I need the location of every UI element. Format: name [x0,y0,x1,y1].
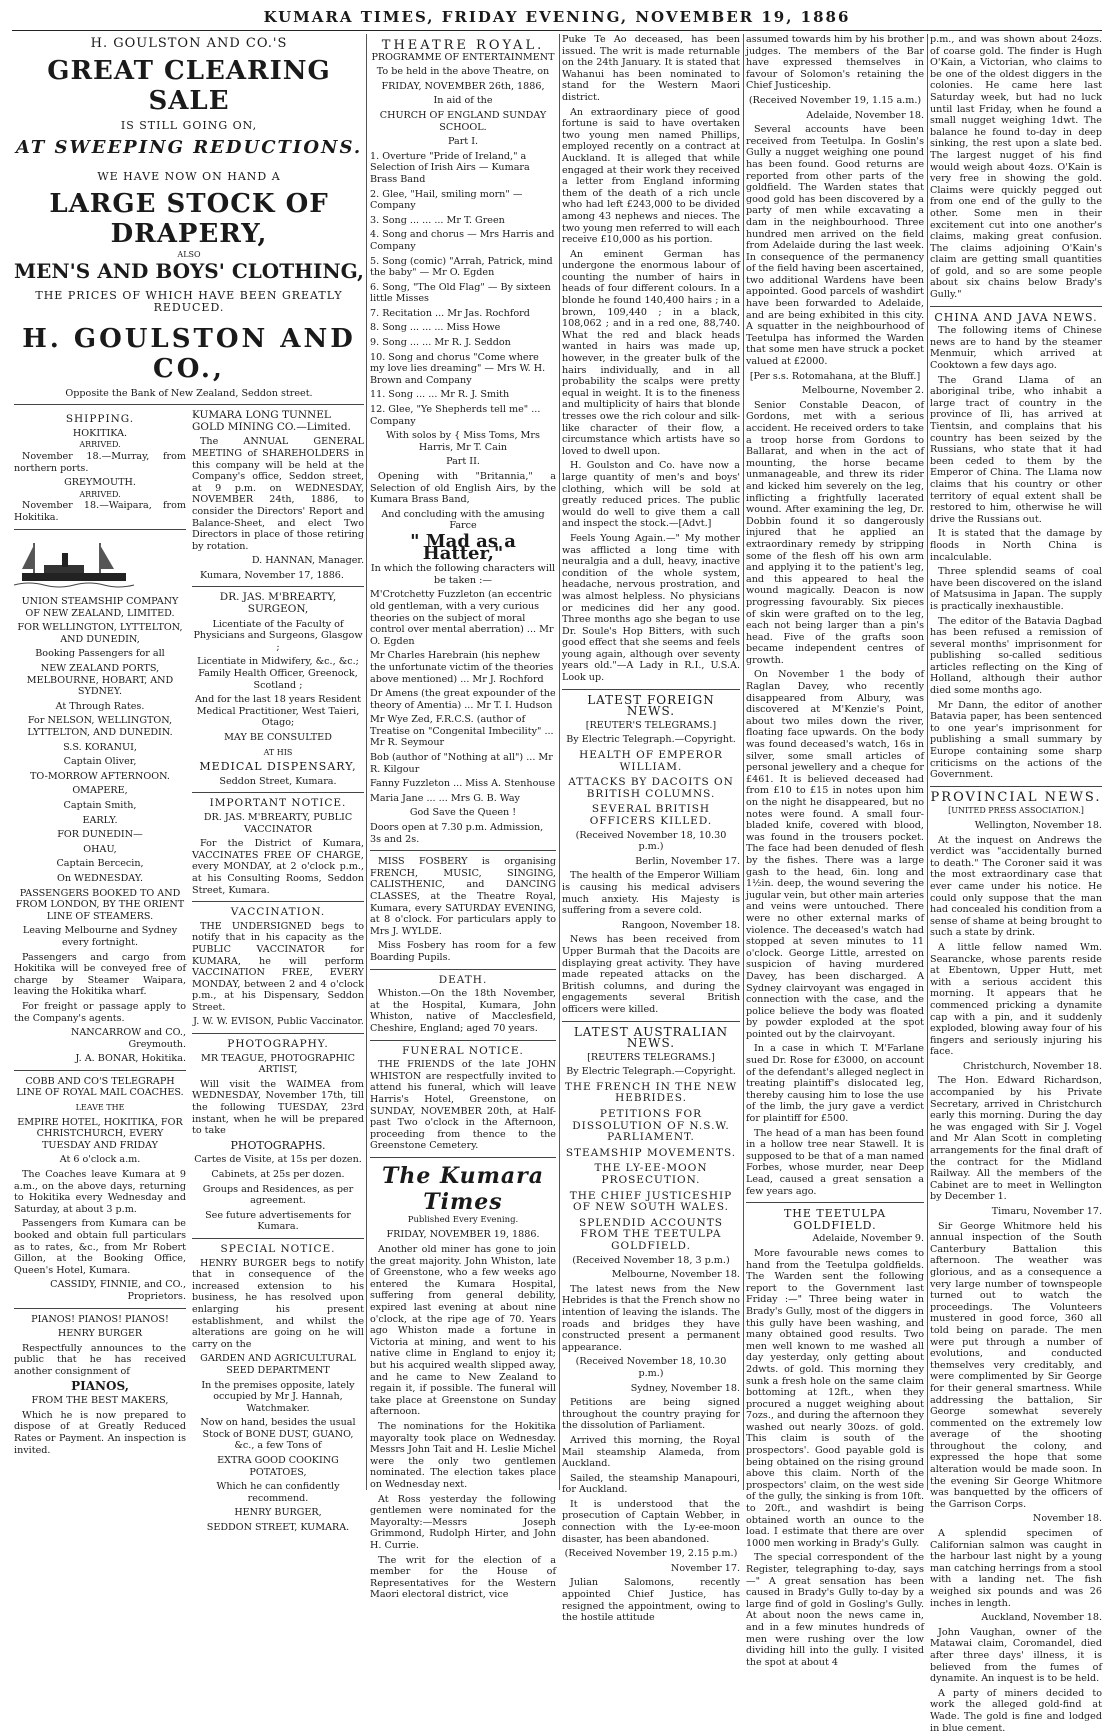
ad-line: PIANOS, [71,1378,129,1393]
ad-line: Now on hand, besides the usual Stock of BONE DUST, GUANO, &c., a few Tons of [200,1417,356,1452]
ad-line: At 6 o'clock a.m. [59,1154,141,1166]
ad-line: In the premises opposite, lately occupied by Mr J. Hannah, Watchmaker. [201,1379,355,1414]
australian-news-heading: LATEST AUSTRALIAN NEWS. [573,1024,729,1051]
article-paragraph: An eminent German has undergone the enormous labour of counting the number of hairs in heads of four different colours. In a blonde he found 140,400 hairs ; in a brown, 109,440 ; in a black, 108,062 ; and in a red one, 88,740. What the red and black heads wanted in hairs was made up, however, in the greater bulk of the hairs individually, and in all probability the scalps were pretty equal in weight. It is to the fineness and multiplicity of hairs that blonde tresses owe the rich colour and silk-like character of their flow, a circumstance which artists have so loved to dwell upon. [562,248,740,457]
surgeon-heading: DR. JAS. M'BREARTY, SURGEON, [219,591,337,616]
ad-line: And for the last 18 years Resident Medical Practitioner, West Taieri, Otago; [194,694,362,729]
ad-line: FROM THE BEST MAKERS, [31,1395,169,1407]
ship-name: S.S. KORANUI, [63,741,137,753]
article-paragraph: News has been received from Upper Burmah that the Dacoits are displaying great activity. They have made repeated attacks on the British columns, and during the engagements several British officers were killed. [562,934,740,1015]
left-subcolumn [14,410,186,1536]
programme-item: 6. Song, "The Old Flag" — By sixteen little Misses [370,281,551,305]
ad-line: Seddon Street, Kumara. [219,775,337,787]
column-rule [366,34,367,1490]
sweeping-reductions: AT SWEEPING REDUCTIONS. [15,137,363,159]
foreign-news-heading: LATEST FOREIGN NEWS. [587,692,715,719]
ad-line: FOR DUNEDIN— [57,829,143,841]
character-item: Maria Jane ... ... Mrs G. B. Way [370,792,520,804]
ad-line: HENRY BURGER begs to notify that in consequence of the increased extension to his business, he has resolved upon enlarging his present establishment, and whilst the alterations are going on he will carry on the [192,1257,364,1350]
ad-line: THE UNDERSIGNED begs to notify that in his capacity as the PUBLIC VACCINATOR for KUMARA, he will perform VACCINATION FREE, EVERY MONDAY, between 2 and 4 o'clock p.m., at his Dispensary, Seddon Street. [192,920,364,1013]
masthead-rule [12,30,1102,31]
ad-line: EMPIRE HOTEL, HOKITIKA, FOR CHRISTCHURCH, EVERY TUESDAY AND FRIDAY [17,1116,183,1151]
character-item: Bob (author of "Nothing at all") ... Mr R. Kilgour [370,752,553,775]
article-paragraph: The head of a man has been found in a hollow tree near Stawell. It is supposed to be that of a man named Forbes, whose murder, near Deep Lead, caused a great sensation a few years ago. [746,1127,924,1197]
programme-item: 12. Glee, "Ye Shepherds tell me" ... Company [370,404,541,427]
received-line: (Received November 19, 2.15 p.m.) [564,1548,738,1560]
death-notice: Whiston.—On the 18th November, at the Hospital, Kumara, John Whiston, native of Macclesfield, Cheshire, England; aged 70 years. [370,988,556,1034]
programme-item: 4. Song and chorus — Mrs Harris and Company [370,229,555,252]
ad-line: Captain Oliver, [63,756,137,768]
ad-line: TO-MORROW AFTERNOON. [30,770,170,782]
dateline: Christchurch, November 18. [963,1060,1102,1072]
drapery-heading: LARGE STOCK OF DRAPERY, [49,188,329,249]
ad-line: AT HIS [263,747,293,757]
ad-line: FRIDAY, NOVEMBER 26th, 1886, [381,80,545,92]
arrived-label: ARRIVED. [79,440,121,450]
article-paragraph: The Grand Llama of an aboriginal tribe, who inhabit a large tract of country in the province of Ili, has arrived at Tientsin, and complains that his country has been seized by the Russians, who state that it had been ceded to them by the Emperor of China. The Llama now claims that his country or other territory of equal extent shall be restored to him, otherwise he will drive the Russians out. [930,374,1102,525]
subheading: SEVERAL BRITISH OFFICERS KILLED. [589,803,713,827]
ad-line: EXTRA GOOD COOKING POTATOES, [217,1455,339,1478]
theatre-royal-heading: THEATRE ROYAL. [381,38,545,53]
ad-line: To be held in the above Theatre, on [376,66,550,78]
column-5 [930,34,1102,1734]
character-item: M'Crotchetty Fuzzleton (an eccentric old gentleman, with a very curious theories on the subject of moral control over mental aberration) ... Mr O. Egden [370,589,554,647]
ad-line: IS STILL GOING ON, [120,118,258,132]
article-paragraph: Puke Te Ao deceased, has been issued. The writ is made returnable on the 24th January. It is stated that Wahanui has been nominated to stand for the Western Maori district. [562,34,740,103]
ad-line: Licentiate in Midwifery, &c., &c.; Family Health Officer, Greenock, Scotland ; [197,656,359,691]
ad-line: Licentiate of the Faculty of Physicians and Surgeons, Glasgow ; [193,618,363,653]
article-paragraph: The editor of the Batavia Dagbad has been refused a remission of several months' imprisonment for publishing so-called seditious articles reflecting on the King of Holland, although their author died some months ago. [930,615,1102,697]
china-java-heading: CHINA AND JAVA NEWS. [934,310,1098,324]
dateline: November 17. [670,1562,740,1574]
goulston-title: H. GOULSTON AND CO.'S [90,36,288,51]
ad-line: EARLY. [82,814,118,826]
ad-line: HENRY BURGER, [234,1507,322,1519]
subheading: SPLENDID ACCOUNTS FROM THE TEETULPA GOLDFIELD. [579,1216,723,1252]
ad-line: Which he is now prepared to dispose of at Greatly Reduced Rates or Payment. An inspection is invited. [14,1409,186,1456]
ad-line: See future advertisements for Kumara. [205,1209,351,1233]
column-3 [562,34,740,1624]
article-paragraph: The special correspondent of the Register, telegraphing to-day, says—" A great sensation has been caused in Brady's Gully to-day by a large find of gold in Gosling's Gully. At about noon the news came in, and in a few minutes hundreds of men were rushing over the low dividing hill into the gully. I visited the spot at about 4 [746,1552,924,1668]
part-label: Part I. [447,136,479,148]
ad-line: THE PRICES OF WHICH HAVE BEEN GREATLY REDUCED. [35,289,343,314]
divider [14,404,364,405]
dateline: Adelaide, November 9. [812,1233,924,1245]
dateline: November 18. [1032,1513,1102,1525]
article-paragraph: Another old miner has gone to join the great majority. John Whiston, late of Greenstone, who a few weeks ago entered the Kumara Hospital, suffering from general debility, expired last evening at about nine o'clock, at the ripe age of 70. Years ago Whiston made a fortune in Victoria at mining, and went to his native clime in England to enjoy it; but his acquired wealth slipped away, and he came to New Zealand to regain it, if possible. The funeral will take place at Greenstone on Sunday afternoon. [370,1244,556,1418]
ad-line: FOR WELLINGTON, LYTTELTON, AND DUNEDIN, [17,622,183,645]
funeral-notice: THE FRIENDS of the late JOHN WHISTON are respectfully invited to attend his funeral, which will leave Harris's Hotel, Greenstone, on SUNDAY, NOVEMBER 20th, at Half-past Two o'clock in the Afternoon, proceeding from thence to the Greenstone Cemetery. [370,1059,556,1152]
received-line: (Received November 18, 10.30 p.m.) [575,829,727,853]
ad-line: DR. JAS. M'BREARTY, PUBLIC VACCINATOR [203,811,353,835]
copyright-label: By Electric Telegraph.—Copyright. [566,734,736,746]
ad-line: For NELSON, WELLINGTON, LYTTELTON, AND DUNEDIN. [27,715,173,739]
funeral-heading: FUNERAL NOTICE. [402,1044,524,1057]
fosbery-advert: MISS FOSBERY is organising FRENCH, MUSIC, SINGING, CALISTHENIC, and DANCING CLASSES, at the Theatre Royal, Kumara, every SATURDAY EVENING, at 8 o'clock. For particulars apply to Mrs J. WYLDE. [370,856,556,937]
programme-item: 7. Recitation ... Mr Jas. Rochford [370,307,530,319]
ship-name: OHAU, [83,843,117,855]
ad-line: Groups and Residences, as per agreement. [202,1183,354,1207]
ad-line: In aid of the [433,95,493,107]
shipping-entry: November 18.—Waipara, from Hokitika. [14,500,186,523]
subheading: THE CHIEF JUSTICESHIP OF NEW SOUTH WALES. [569,1189,733,1214]
column-2 [370,34,556,1601]
programme-item: 8. Song ... ... ... Miss Howe [370,322,501,334]
programme-list [370,151,556,427]
article-paragraph: It is understood that the prosecution of Captain Webber, in connection with the Ly-ee-moon disaster, has been abandoned. [562,1498,740,1545]
ad-line: PASSENGERS BOOKED TO AND FROM LONDON, BY THE ORIENT LINE OF STEAMERS. [15,887,185,922]
ad-line: Which he can confidently recommend. [216,1481,340,1504]
kumara-tunnel-heading: KUMARA LONG TUNNEL GOLD MINING CO.—Limited. [192,409,351,433]
clearing-sale-heading: GREAT CLEARING SALE [47,55,331,116]
ad-line: Respectfully announces to the public that he has received another consignment of [14,1342,186,1377]
article-paragraph: The following items of Chinese news are to hand by the steamer Menmuir, which arrived at Cooktown a few days ago. [930,325,1102,372]
article-paragraph: The health of the Emperor William is causing his medical advisers much anxiety. His Majesty is suffering from a severe cold. [562,870,740,917]
ad-line: Passengers and cargo from Hokitika will be conveyed free of charge by Steamer Waipara, leaving the Hokitika wharf. [14,951,186,998]
programme-item: 11. Song ... ... Mr R. J. Smith [370,389,510,401]
cobb-heading: COBB AND CO'S TELEGRAPH LINE OF ROYAL MAIL COACHES. [16,1075,184,1099]
shipping-heading: SHIPPING. [65,413,135,426]
arrived-label: ARRIVED. [79,489,121,499]
article-paragraph: Several accounts have been received from Teetulpa. In Goslin's Gully a nugget weighing one pound has been found. Good returns are reported from other parts of the goldfield. The Warden states that good gold has been discovered by a party of men while excavating a dam in the neighbourhood. Three hundred men arrived on the field from Adelaide during the last week. In consequence of the permanency of the field having been ascertained, two additional Wardens have been appointed. Good parcels of washdirt have been forwarded to Adelaide, and are being exhibited in this city. A squatter in the neighbourhood of Teetulpa has informed the Warden that some men have struck a pocket valued at £2000. [746,124,924,368]
ad-line: GARDEN AND AGRICULTURAL SEED DEPARTMENT [200,1353,356,1376]
ship-name: OMAPERE, [72,785,128,797]
press-association-label: [UNITED PRESS ASSOCIATION.] [948,806,1084,816]
character-item: Dr Amens (the great expounder of the theory of Amentia) ... Mr T. I. Hudson [370,688,556,711]
photography-heading: PHOTOGRAPHY. [227,1038,329,1051]
article-paragraph: The writ for the election of a member for the House of Representatives for the Western Maori electoral district, vice [370,1554,556,1601]
character-item: Mr Wye Zed, F.R.C.S. (author of Treatise on "Congenital Imbecility" ... Mr R. Seymour [370,714,554,749]
provincial-news-heading: PROVINCIAL NEWS. [930,789,1102,805]
received-line: (Received November 19, 1.15 a.m.) [748,94,922,106]
article-paragraph: On November 1 the body of Raglan Davey, who recently disappeared from Albury, was discovered at M'Kenzie's Point, about two miles down the river, floating face upwards. On the body was found deceased's watch, 16s in silver, some small articles of personal jewellery and a cheque for £461. It is believed deceased had from £10 to £15 in notes upon him on the night he disappeared, but no notes were found. A small four-bladed knife, covered with blood, was found in the trousers pocket. The face had been denuded of flesh by the fishes. There was a large gash to the head, 6in. long and 1½in. deep, the wound severing the jugular vein, but other main arteries and veins were untouched. There were no other external marks of violence. The deceased's watch had stopped at seven minutes to 11 o'clock. George Little, arrested on suspicion of having murdered Davey, has been discharged. A Sydney clairvoyant was engaged in connection with the case, and the police believe the body was floated by powder exploded at the spot pointed out by the clairvoyant. [746,669,924,1040]
column-rule [743,34,744,1490]
vaccination-heading: VACCINATION. [230,906,326,919]
ad-line: Captain Bercecin, [56,858,144,870]
article-paragraph: It is stated that the damage by floods in North China is incalculable. [930,528,1102,563]
ad-line: God Save the Queen ! [409,807,517,819]
ad-line: At Through Rates. [55,700,145,712]
article-paragraph: Julian Salomons, recently appointed Chief Justice, has resigned the appointment, owing to the hostile attitude [562,1577,740,1624]
shipping-entry: November 18.—Murray, from northern ports. [14,450,186,474]
ad-address: Opposite the Bank of New Zealand, Seddon street. [65,387,313,399]
ad-line: NEW ZEALAND PORTS, MELBOURNE, HOBART, AND SYDNEY. [26,663,174,698]
ad-line: Cartes de Visite, at 15s per dozen. [194,1154,362,1166]
ad-line: Booking Passengers for all [35,648,165,660]
ad-line: HENRY BURGER [57,1328,143,1340]
article-paragraph: H. Goulston and Co. have now a large quantity of men's and boys' clothing, which will be sold at greatly reduced prices. The public would do well to give them a call and inspect the stock.—[Advt.] [562,460,740,530]
programme-item: 5. Song (comic) "Arrah, Patrick, mind the baby" — Mr O. Egden [370,255,553,279]
ad-line: In which the following characters will be taken :— [370,563,556,586]
article-paragraph: Sir George Whitmore held his annual inspection of the South Canterbury Battalion this afternoon. The weather was glorious, and as a consequence a very large number of townspeople turned out to watch the proceedings. The Volunteers mustered in good force, 360 all told being on parade. The men were put through a number of evolutions, and conducted themselves very creditably, and were complimented by Sir George for their general smartness. While addressing the battalion, Sir George somewhat severely commented on the extremely low average of the shooting throughout the colony, and expressed the hope that some alteration would be made soon. In the evening Sir George Whitmore was banquetted by the officers of the Garrison Corps. [930,1220,1102,1510]
programme-item: 9. Song ... ... Mr R. J. Seddon [370,337,511,349]
death-heading: DEATH. [438,973,488,986]
dateline: Melbourne, November 2. [801,385,924,397]
special-notice-heading: SPECIAL NOTICE. [220,1242,336,1255]
agent-name: J. A. BONAR, Hokitika. [75,1053,186,1065]
article-paragraph: p.m., and was shown about 24ozs. of coarse gold. The finder is Hugh O'Kain, a Victorian, who claims to be one of the oldest diggers in the colonies. He came here last Saturday week, but had no luck until last Friday, when he found a small nugget weighing 1dwt. The balance he found to-day in deep sinking, the rest upon a slate bed. The largest nugget of his find would weigh about 4ozs. O'Kain is very free in showing the gold. Claims were quickly pegged out from one end of the gully to the other. Some men in their excitement cut into one another's claims, making great confusion. The claims adjoining O'Kain's claim are getting small quantities of gold, and so are some people about six chains below Brady's Gully." [930,34,1102,301]
masthead: KUMARA TIMES, FRIDAY EVENING, NOVEMBER 19, 1886 [263,8,851,26]
subheading: ATTACKS BY DACOITS ON BRITISH COLUMNS. [568,776,734,800]
article-paragraph: The latest news from the New Hebrides is that the French show no intention of leaving the islands. The roads and bridges they have constructed present a permanent appearance. [562,1283,740,1353]
ad-line: MAY BE CONSULTED [224,732,332,743]
received-line: (Received November 18, 10.30 p.m.) [575,1356,727,1379]
ad-line: Leaving Melbourne and Sydney every fortnight. [22,925,178,948]
article-paragraph: At the inquest on Andrews the verdict was "accidentally burned to death." The Coroner said it was the most extraordinary case that ever came under his notice. He could only suppose that the man had concealed his condition from a sense of shame at being brought to such a state by drink. [930,834,1102,939]
ad-line: Passengers from Kumara can be booked and obtain full particulars as to rates, &c., from Mr Robert Gillon, at the Booking Office, Queen's Hotel, Kumara. [14,1218,186,1276]
programme-item: 10. Song and chorus "Come where my love lies dreaming" — Mrs W. H. Brown and Company [370,351,546,386]
proprietors: CASSIDY, FINNIE, and CO., Proprietors. [50,1279,186,1302]
ad-line: Doors open at 7.30 p.m. Admission, 3s and 2s. [370,822,544,845]
ad-line: Opening with "Britannia," a Selection of old English Airs, by the Kumara Brass Band, [370,471,556,506]
column-1 [14,34,364,1534]
article-paragraph: A party of miners decided to work the alleged gold-find at Wade. The gold is fine and lodged in blue cement. [930,1687,1102,1734]
port-name: HOKITIKA. [72,427,128,439]
subheading: STEAMSHIP MOVEMENTS. [565,1146,737,1159]
goulston-name: H. GOULSTON AND CO., [22,323,356,384]
article-paragraph: In a case in which T. M'Farlane sued Dr. Rose for £3000, on account of the defendant's alleged neglect in treating plaintiff's dislocated leg, thereby causing him to lose the use of the limb, the jury gave a verdict for plaintiff for £500. [746,1043,924,1125]
article-paragraph: The nominations for the Hokitika mayoralty took place on Wednesday. Messrs John Tait and H. Leslie Michel were the only two gentlemen nominated. The election takes place on Wednesday next. [370,1420,556,1490]
article-paragraph: Sailed, the steamship Manapouri, for Auckland. [562,1472,740,1496]
article-paragraph: Mr Dann, the editor of another Batavia paper, has been sentenced to one year's imprisonment for publishing a small summary by Europe containing some sharp criticisms on the actions of the Government. [930,699,1102,781]
received-line: (Received November 18, 3 p.m.) [572,1254,730,1266]
ad-line: For the District of Kumara, VACCINATES FREE OF CHARGE, every MONDAY, at 2 o'clock p.m., at his Consulting Rooms, Seddon Street, Kumara. [192,838,364,896]
dateline: Berlin, November 17. [635,855,740,867]
ad-line: Will visit the WAIMEA from WEDNESDAY, November 17th, till the following TUESDAY, 23rd instant, when he will be prepared to take [192,1078,364,1137]
article-paragraph: Petitions are being signed throughout the country praying for the dissolution of Parliament. [562,1397,740,1432]
article-paragraph: Feels Young Again.—" My mother was afflicted a long time with neuralgia and a dull, heavy, inactive condition of the whole system, headache, nervous prostration, and was almost helpless. No physicians or medicines did her any good. Three months ago she began to use Dr. Soule's Hop Bitters, with such good effect that she seems and feels young again, although over seventy years old."—A Lady in R.I., U.S.A. Look up. [562,532,740,684]
character-list [370,589,556,804]
ad-line: Kumara, November 17, 1886. [200,569,344,581]
received-line: [Per s.s. Rotomahana, at the Bluff.] [749,370,921,382]
ad-line: For freight or passage apply to the Company's agents. [14,1000,186,1024]
programme-item: 3. Song ... ... ... Mr T. Green [370,214,505,226]
article-paragraph: At Ross yesterday the following gentlemen were nominated for the Mayoralty:—Messrs Joseph Grimmond, Rudolph Hirter, and John H. Currie. [370,1493,556,1551]
steamship-icon [14,539,134,589]
article-paragraph: assumed towards him by his brother judges. The members of the Bar have expressed themselves in favour of Solomon's retaining the Chief Justiceship. [746,34,924,92]
kumara-times-title: The Kumara Times [381,1162,545,1215]
dateline: Melbourne, November 18. [611,1269,740,1281]
article-paragraph: An extraordinary piece of good fortune is said to have overtaken two young men named Phillips, employed recently on a contract at Auckland. It is alleged that while engaged at their work they received a letter from England informing them of the death of a rich uncle who had left £243,000 to be divided among 43 nephews and nieces. The two young men referred to will each receive £10,000 as his portion. [562,106,740,246]
subheading: HEALTH OF EMPEROR WILLIAM. [579,749,723,773]
ad-line: J. W. W. EVISON, Public Vaccinator. [193,1016,364,1028]
dateline: Auckland, November 18. [981,1612,1102,1624]
ad-line: ALSO [177,249,201,259]
solos-line: With solos by { Miss Toms, Mrs Harris, Mr T. Cain [386,430,540,453]
subheading: THE LY-EE-MOON PROSECUTION. [594,1162,708,1187]
ad-line: On WEDNESDAY. [57,872,143,884]
dateline: Timaru, November 17. [991,1206,1102,1217]
programme-item: 2. Glee, "Hail, smiling morn" — Company [370,188,523,212]
ad-line: And concluding with the amusing Farce [381,508,545,532]
ad-line: PROGRAMME OF ENTERTAINMENT [371,51,555,63]
editorial-date: FRIDAY, NOVEMBER 19, 1886. [386,1229,540,1241]
farce-title: " Mad as a Hatter," [410,530,516,564]
ad-line: SEDDON STREET, KUMARA. [206,1522,350,1534]
ad-line: Cabinets, at 25s per dozen. [211,1169,345,1180]
teetulpa-heading: THE TEETULPA GOLDFIELD. [783,1207,887,1232]
agent-name: NANCARROW and CO., Greymouth. [70,1027,186,1050]
ad-line: The ANNUAL GENERAL MEETING of SHAREHOLDERS in this company will be held at the Company's office, Seddon street, at 9 p.m. on WEDNESDAY, NOVEMBER 24th, 1886, to consider the Directors' Report and Balance-Sheet, and elect Two Directors in place of those retiring by rotation. [192,436,364,552]
column-rule [559,34,560,1490]
dateline: Adelaide, November 18. [806,109,924,121]
subheading: THE FRENCH IN THE NEW HEBRIDES. [564,1080,738,1105]
ad-line: MR TEAGUE, PHOTOGRAPHIC ARTIST, [201,1052,355,1076]
ad-line: CHURCH OF ENGLAND SUNDAY SCHOOL. [379,109,547,133]
ad-line: PHOTOGRAPHS. [230,1138,326,1152]
article-paragraph: A splendid specimen of Californian salmon was caught in the harbour last night by a young man catching herrings from a stool with a landing net. The fish weighed six pounds and was 26 inches in length. [930,1528,1102,1609]
ad-line: Miss Fosbery has room for a few Boarding Pupils. [370,940,556,963]
pianos-heading: PIANOS! PIANOS! PIANOS! [31,1313,169,1325]
ad-line: MEDICAL DISPENSARY, [199,760,357,774]
article-paragraph: Arrived this morning, the Royal Mail steamship Alameda, from Auckland. [562,1434,740,1470]
clothing-heading: MEN'S AND BOYS' CLOTHING, [14,259,364,284]
character-item: Fanny Fuzzleton ... Miss A. Stenhouse [370,778,556,790]
character-item: Mr Charles Harebrain (his nephew the unfortunate victim of the theories above mentioned) ... Mr J. Rochford [370,650,554,685]
copyright-label: By Electric Telegraph.—Copyright. [566,1066,736,1078]
reuters-label: [REUTER'S TELEGRAMS.] [585,719,717,731]
article-paragraph: Senior Constable Deacon, of Gordons, met with a serious accident. He received orders to take a troop horse from Gordons to Ballarat, and when in the act of mounting, the horse became unmanageable, and threw its rider and kicked him severely on the leg, inflicting a frightfully lacerated wound. After examining the leg, Dr. Dobbin found it so dangerously injured that he applied an extraordinary remedy by stripping some of the flesh off his own arm and applying it to the patient's leg, and this appeared to heal the wound magically. Deacon is now progressing favourably. Six pieces of skin were grafted on to the leg, each not being larger than a pin's head. Five of the grafts soon became independent centres of growth. [746,399,924,666]
right-subcolumn [192,410,364,1536]
article-paragraph: Three splendid seams of coal have been discovered on the island of Matsusima in Japan. The supply is practically inexhaustible. [930,566,1102,612]
port-name: GREYMOUTH. [64,477,136,489]
programme-item: 1. Overture "Pride of Ireland," a Selection of Irish Airs — Kumara Brass Band [370,150,530,185]
published-line: Published Every Evening. [407,1214,519,1225]
dateline: Sydney, November 18. [630,1382,740,1394]
ad-line: WE HAVE NOW ON HAND A [97,170,281,184]
article-paragraph: John Vaughan, owner of the Matawai claim, Coromandel, died after three days' illness, it is believed from the fumes of dynamite. An inquest is to be held. [930,1626,1102,1685]
dateline: Rangoon, November 18. [621,919,740,931]
union-steamship-heading: UNION STEAMSHIP COMPANY OF NEW ZEALAND, LIMITED. [21,596,179,619]
ad-line: D. HANNAN, Manager. [251,555,364,567]
ad-line: Captain Smith, [63,800,137,811]
important-notice-heading: IMPORTANT NOTICE. [209,797,347,810]
column-rule [927,34,928,1490]
ad-line: The Coaches leave Kumara at 9 a.m., on the above days, returning to Hokitika every Wednesday and Saturday, at about 3 p.m. [14,1169,186,1215]
ad-line: LEAVE THE [75,1103,125,1113]
article-paragraph: More favourable news comes to hand from the Teetulpa goldfields. The Warden sent the following report to the Government last Friday :—" Three being water in Brady's Gully, most of the diggers in this gully have been washing, and many obtained good results. Two men well known to me washed all day yesterday, only getting about 2dwts. of gold. This morning they sunk a fresh hole on the same claim bottoming at 12ft., when they procured a nugget weighing about 7ozs., and during the afternoon they washed out nearly 30ozs. of gold. This claim is south of the prospectors'. Good payable gold is being obtained on the rising ground above this claim. North of the prospectors' claim, on the west side of the gully, the sinking is from 10ft. to 20ft., and washdirt is being obtained worth an ounce to the load. I estimate that there are over 1000 men working in Brady's Gully. [746,1247,924,1549]
goulston-advert [14,38,364,399]
dateline: Wellington, November 18. [974,820,1102,831]
article-paragraph: A little fellow named Wm. Searancke, whose parents reside at Ebentown, Upper Hutt, met with a serious accident this morning. It appears that he commenced pricking a dynamite cap with a pin, and it suddenly exploded, blowing away four of his fingers and seriously injuring his face. [930,941,1102,1058]
part-label: Part II. [446,456,480,468]
article-paragraph: The Hon. Edward Richardson, accompanied by his Private Secretary, arrived in Christchurch early this morning. During the day he was engaged with Sir J. Vogel and Mr Alan Scott in completing arrangements for the final draft of the contract for the Midland Railway. All the members of the Cabinet are to meet in Wellington by December 1. [930,1075,1102,1203]
column-4 [746,34,924,1668]
subheading: PETITIONS FOR DISSOLUTION OF N.S.W. PARLIAMENT. [572,1108,730,1144]
reuters-label: [REUTERS TELEGRAMS.] [587,1051,715,1063]
